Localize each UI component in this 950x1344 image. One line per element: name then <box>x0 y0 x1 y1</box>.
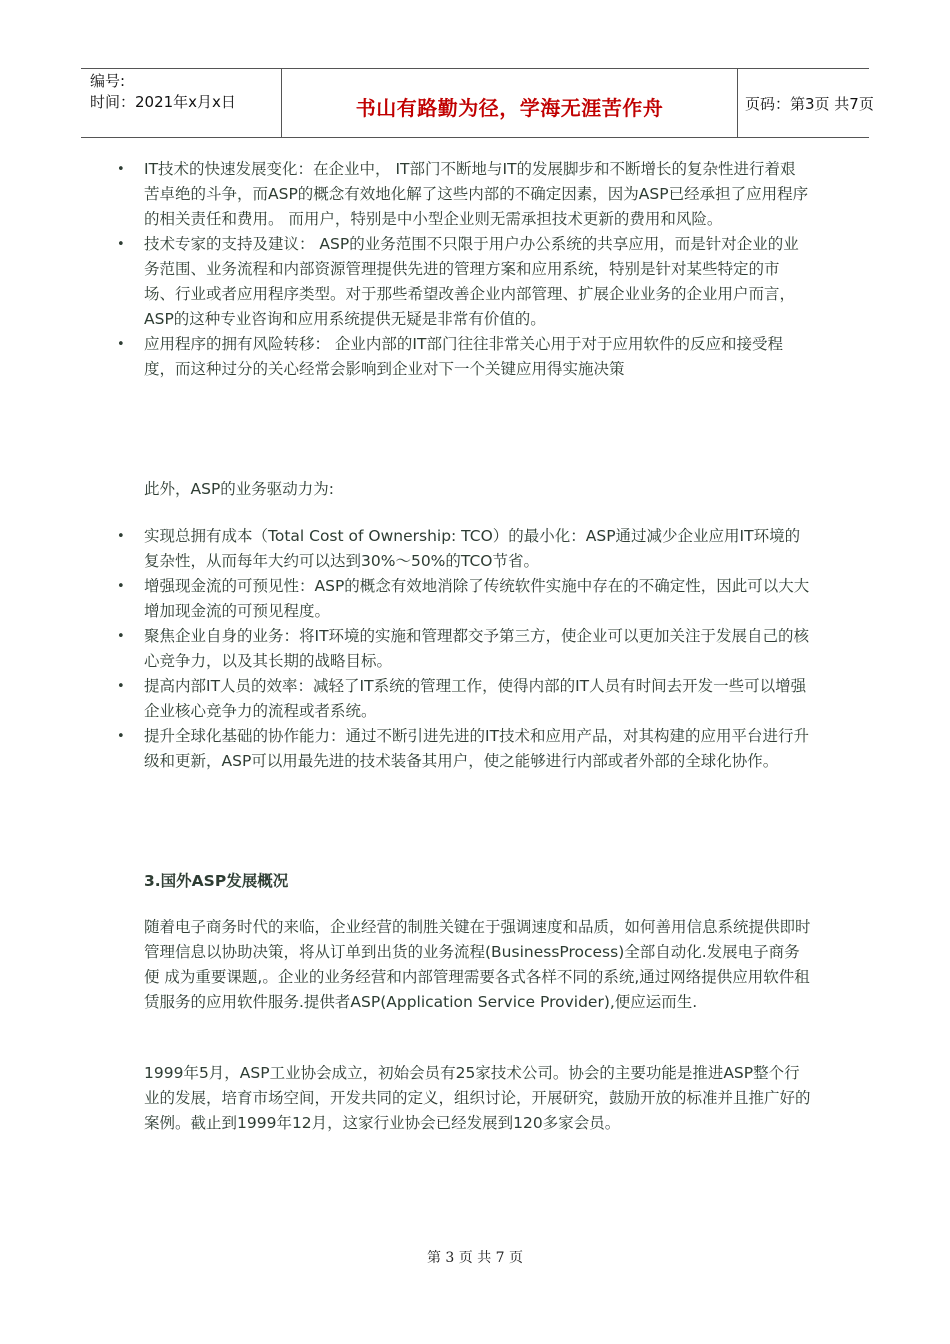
doc-date-label: 时间：2021年x月x日 <box>90 93 236 111</box>
list-item <box>110 524 810 574</box>
list-item-text: 提高内部IT人员的效率：减轻了IT系统的管理工作，使得内部的IT人员有时间去开发一些可以增强企业核心竞争力的流程或者系统。 <box>144 677 807 720</box>
bullet-icon: • <box>117 237 125 252</box>
page-indicator: 页码：第3页 共7页 <box>745 95 874 113</box>
list-item <box>110 332 810 382</box>
header-center-cell <box>281 69 738 137</box>
list-item-text: 聚焦企业自身的业务：将IT环境的实施和管理都交予第三方，使企业可以更加关注于发展自己的核心竞争力，以及其长期的战略目标。 <box>144 627 810 670</box>
page-header <box>81 68 874 138</box>
list-item <box>110 724 810 774</box>
list-item-text: 技术专家的支持及建议： ASP的业务范围不只限于用户办公系统的共享应用，而是针对企业的业务范围、业务流程和内部资源管理提供先进的管理方案和应用系统，特别是针对某些特定的市场、行业或者应用程序类型。对于那些希望改善企业内部管理、扩展企业业务的企业用户而言，ASP的这种专业咨询和应用系统提供无疑是非常有价值的。 <box>144 235 799 328</box>
drivers-list <box>110 524 810 774</box>
section-heading: 3.国外ASP发展概况 <box>144 872 289 890</box>
list-item <box>110 157 810 232</box>
header-left-cell <box>81 69 281 137</box>
list-item-text: IT技术的快速发展变化：在企业中， IT部门不断地与IT的发展脚步和不断增长的复杂性进行着艰苦卓绝的斗争，而ASP的概念有效地化解了这些内部的不确定因素，因为ASP已经承担了应用程序的相关责任和费用。 而用户，特别是中小型企业则无需承担技术更新的费用和风险。 <box>144 160 809 228</box>
bullet-icon: • <box>117 337 125 352</box>
list-item-text: 实现总拥有成本（Total Cost of Ownership: TCO）的最小化：ASP通过减少企业应用IT环境的复杂性，从而每年大约可以达到30%～50%的TCO节省。 <box>144 527 801 570</box>
bullet-icon: • <box>117 529 125 544</box>
list-item-text: 增强现金流的可预见性：ASP的概念有效地消除了传统软件实施中存在的不确定性，因此可以大大增加现金流的可预见程度。 <box>144 577 810 620</box>
bullet-icon: • <box>117 679 125 694</box>
bullet-icon: • <box>117 729 125 744</box>
list-item <box>110 574 810 624</box>
section-paragraph-2: 1999年5月，ASP工业协会成立，初始会员有25家技术公司。协会的主要功能是推进ASP整个行业的发展，培育市场空间，开发共同的定义，组织讨论，开展研究，鼓励开放的标准并且推广好的案例。截止到1999年12月，这家行业协会已经发展到120多家会员。 <box>144 1064 811 1132</box>
list-item <box>110 674 810 724</box>
page-footer: 第 3 页 共 7 页 <box>426 1250 524 1266</box>
list-item-text: 应用程序的拥有风险转移： 企业内部的IT部门往往非常关心用于对于应用软件的反应和接受程度，而这种过分的关心经常会影响到企业对下一个关键应用得实施决策 <box>144 335 783 378</box>
drivers-intro: 此外，ASP的业务驱动力为: <box>144 480 335 498</box>
header-motto: 书山有路勤为径，学海无涯苦作舟 <box>355 96 664 120</box>
list-item-text: 提升全球化基础的协作能力：通过不断引进先进的IT技术和应用产品，对其构建的应用平台进行升级和更新，ASP可以用最先进的技术装备其用户，使之能够进行内部或者外部的全球化协作。 <box>144 727 810 770</box>
bullet-icon: • <box>117 162 125 177</box>
bullet-icon: • <box>117 579 125 594</box>
bullet-icon: • <box>117 629 125 644</box>
doc-number-label: 编号: <box>90 72 126 90</box>
header-right-cell <box>737 69 874 137</box>
benefits-list <box>110 157 810 382</box>
list-item <box>110 232 810 332</box>
list-item <box>110 624 810 674</box>
section-paragraph-1: 随着电子商务时代的来临，企业经营的制胜关键在于强调速度和品质，如何善用信息系统提供即时管理信息以协助决策，将从订单到出货的业务流程(BusinessProcess)全部自动化.发展电子商务便 成为重要课题,。企业的业务经营和内部管理需要各式各样不同的系统,通过网络提供应用软件租赁服务的应用软件服务.提供者ASP(Application Service Provider),便应运而生. <box>144 918 811 1011</box>
